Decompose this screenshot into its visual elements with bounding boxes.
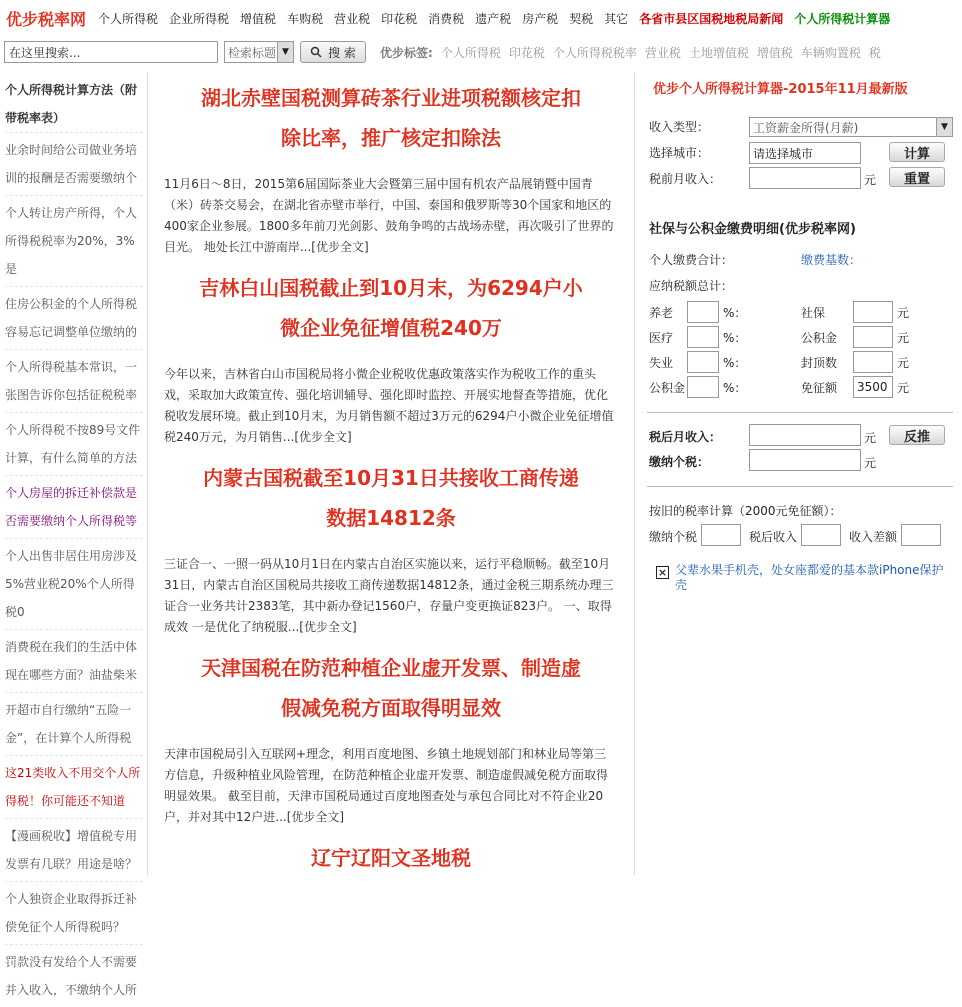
- contribution-base-input[interactable]: [853, 301, 893, 323]
- nav-item-deed-tax[interactable]: 契税: [569, 11, 594, 26]
- diff-output[interactable]: [901, 524, 941, 546]
- calculate-button[interactable]: 计算: [889, 142, 945, 162]
- contribution-base-input[interactable]: [853, 376, 893, 398]
- left-article-link[interactable]: 业余时间给公司做业务培训的报酬是否需要缴纳个: [5, 132, 143, 195]
- old-rate-label: 按旧的税率计算（2000元免征额）：: [649, 504, 842, 518]
- unit-yuan: 元: [897, 331, 910, 345]
- contribution-rate-label: 失业: [649, 356, 674, 370]
- unit-yuan: 元: [864, 431, 877, 445]
- chevron-down-icon: ▼: [936, 118, 952, 136]
- search-icon: [310, 46, 322, 58]
- city-row: [649, 144, 709, 161]
- nav-item-cit[interactable]: 企业所得税: [169, 11, 230, 26]
- tag-link[interactable]: 车辆购置税: [800, 45, 861, 60]
- left-article-link[interactable]: 个人独资企业取得拆迁补偿免征个人所得税吗？: [5, 881, 143, 944]
- reverse-calc-button[interactable]: 反推: [889, 425, 945, 445]
- tax-calculator-panel: [635, 72, 962, 875]
- old-after-output[interactable]: [801, 524, 841, 546]
- left-sidebar: [0, 72, 148, 997]
- nav-item-stamp-tax[interactable]: 印花税: [381, 11, 418, 26]
- diff-label: 收入差额: [849, 530, 898, 544]
- tags-label: 优步标签:: [380, 45, 433, 60]
- article-feed: [148, 78, 634, 878]
- nav-item-iit-calculator[interactable]: 个人所得税计算器: [794, 11, 891, 26]
- income-type-label: 收入类型：: [649, 120, 710, 134]
- aftertax-income-input[interactable]: [749, 424, 861, 446]
- contribution-rate-input[interactable]: [687, 326, 719, 348]
- left-article-link[interactable]: 个人所得税基本常识，一张图告诉你包括征税税率: [5, 349, 143, 412]
- nav-item-property-tax[interactable]: 房产税: [522, 11, 559, 26]
- reset-button[interactable]: 重置: [889, 167, 945, 187]
- article-summary: [164, 744, 618, 828]
- read-more-link[interactable]: [优步全文]: [311, 240, 369, 254]
- contribution-rate-input[interactable]: [687, 301, 719, 323]
- divider: [647, 412, 953, 413]
- contribution-rate-label: 养老: [649, 306, 674, 320]
- article-summary-text: 三证合一、一照一码从10月1日在内蒙古自治区实施以来，运行平稳顺畅。截至10月31日，内蒙古自治区国税局共接收工商传递数据14812条，通过金税三期系统办理三证合一业务共计2383笔，其中新办登记1560户，存量户变更换证823户。 一、取得成效 一是优化了纳税服...: [164, 557, 614, 634]
- pretax-income-input[interactable]: [749, 167, 861, 189]
- left-article-link[interactable]: 【漫画税收】增值税专用发票有几联？用途是啥？: [5, 818, 143, 881]
- close-icon[interactable]: ×: [657, 566, 668, 579]
- tag-link[interactable]: 个人所得税: [440, 45, 501, 60]
- read-more-link[interactable]: [优步全文]: [294, 430, 352, 444]
- article-title[interactable]: 内蒙古国税截至10月31日共接收工商传递数据14812条: [203, 466, 579, 530]
- contribution-rate-input[interactable]: [687, 376, 719, 398]
- contribution-base-input[interactable]: [853, 326, 893, 348]
- contribution-rate-label: 公积金: [649, 381, 686, 395]
- calculator-title: 优步个人所得税计算器-2015年11月最新版: [653, 82, 908, 97]
- tag-link[interactable]: 个人所得税税率: [552, 45, 637, 60]
- nav-item-business-tax[interactable]: 营业税: [334, 11, 371, 26]
- article-title[interactable]: 辽宁辽阳文圣地税: [311, 846, 471, 870]
- tag-link[interactable]: 税: [868, 45, 881, 60]
- left-article-link[interactable]: 个人所得税不按89号文件计算，有什么简单的方法: [5, 412, 143, 475]
- tax-total-label: 应纳税额总计：: [649, 279, 734, 293]
- article-summary-text: 天津市国税局引入互联网+理念，利用百度地图、乡镇土地规划部门和林业局等第三方信息，升级种植业风险管理，在防范种植企业虚开发票、制造虚假减免税方面取得明显效果。 截至目前，天津市国税局通过百度地图查处与承包合同比对不符企业20户，并对其中12户进...: [164, 747, 609, 824]
- nav-item-iit[interactable]: 个人所得税: [98, 11, 159, 26]
- old-after-label: 税后收入: [749, 530, 798, 544]
- contribution-base-item-label: 封顶数: [801, 356, 838, 370]
- contribution-base-item-label: 公积金: [801, 331, 838, 345]
- unit-yuan: 元: [864, 173, 877, 187]
- pretax-label: 税前月收入：: [649, 172, 722, 186]
- tag-link[interactable]: 增值税: [756, 45, 793, 60]
- nav-item-vat[interactable]: 增值税: [240, 11, 277, 26]
- top-nav: [0, 0, 962, 36]
- city-input[interactable]: [749, 142, 861, 164]
- percent-label: %：: [723, 381, 747, 395]
- left-article-link[interactable]: 个人出售非居住用房涉及5%营业税20%个人所得税0: [5, 538, 143, 629]
- left-article-link[interactable]: 个人转让房产所得，个人所得税税率为20%，3%是: [5, 195, 143, 286]
- percent-label: %：: [723, 356, 747, 370]
- article-list: [148, 72, 635, 875]
- nav-item-estate-tax[interactable]: 遗产税: [475, 11, 512, 26]
- aftertax-label: 税后月收入：: [649, 430, 722, 444]
- search-button[interactable]: [300, 41, 366, 63]
- unit-yuan: 元: [897, 306, 910, 320]
- article-summary: [164, 174, 618, 258]
- site-logo[interactable]: 优步税率网: [6, 9, 87, 29]
- percent-label: %：: [723, 331, 747, 345]
- contribution-base-item-label: 免征额: [801, 381, 838, 395]
- tax-paid-input[interactable]: [749, 449, 861, 471]
- social-insurance-title: 社保与公积金缴费明细(优步税率网): [649, 222, 856, 237]
- left-article-link[interactable]: 消费税在我们的生活中体现在哪些方面？油盐柴米: [5, 629, 143, 692]
- chevron-down-icon: ▼: [277, 42, 293, 62]
- percent-label: %：: [723, 306, 747, 320]
- unit-yuan: 元: [864, 456, 877, 470]
- divider: [647, 486, 953, 487]
- income-type-row: [649, 118, 749, 135]
- nav-item-consumption-tax[interactable]: 消费税: [428, 11, 465, 26]
- income-type-value: 工资薪金所得(月薪): [753, 120, 859, 135]
- city-label: 选择城市：: [649, 146, 710, 160]
- left-article-list: [0, 132, 147, 1007]
- old-tax-output[interactable]: [701, 524, 741, 546]
- article-summary-text: 今年以来，吉林省白山市国税局将小微企业税收优惠政策落实作为税收工作的重头戏，采取加大政策宣传、强化培训辅导、强化即时监控、开展实地督查等措施，优化税收发展环境。截止到10月末，为月销售额不超过3万元的6294户小微企业免征增值税240万元，为月销售...: [164, 367, 614, 444]
- search-button-label: 搜 索: [328, 45, 356, 60]
- read-more-link[interactable]: [优步全文]: [286, 810, 345, 824]
- article-title[interactable]: 湖北赤壁国税测算砖茶行业进项税额核定扣除比率，推广核定扣除法: [201, 86, 581, 150]
- nav-item-other[interactable]: 其它: [604, 11, 629, 26]
- old-tax-label: 缴纳个税: [649, 530, 698, 544]
- left-article-link[interactable]: 个人房屋的拆迁补偿款是否需要缴纳个人所得税等: [5, 475, 143, 538]
- tag-link[interactable]: 印花税: [508, 45, 545, 60]
- left-article-link[interactable]: 住房公积金的个人所得税容易忘记调整单位缴纳的: [5, 286, 143, 349]
- nav-item-tax-news[interactable]: 各省市县区国税地税局新闻: [639, 11, 784, 26]
- left-article-link[interactable]: 这21类收入不用交个人所得税！你可能还不知道: [5, 755, 143, 818]
- contribution-base-input[interactable]: [853, 351, 893, 373]
- nav-item-vehicle-tax[interactable]: 车购税: [287, 11, 324, 26]
- contribution-rate-input[interactable]: [687, 351, 719, 373]
- read-more-link[interactable]: [优步全文]: [299, 620, 357, 634]
- search-input[interactable]: [4, 41, 218, 63]
- article-title[interactable]: 天津国税在防范种植企业虚开发票、制造虚假减免税方面取得明显效: [201, 656, 581, 720]
- unit-yuan: 元: [897, 381, 910, 395]
- article-title[interactable]: 吉林白山国税截止到10月末，为6294户小微企业免征增值税240万: [199, 276, 583, 340]
- personal-total-label: 个人缴费合计：: [649, 253, 734, 267]
- tag-link[interactable]: 营业税: [644, 45, 681, 60]
- search-scope-select[interactable]: [224, 41, 294, 63]
- pretax-row: [649, 170, 721, 187]
- article-summary: [164, 364, 618, 448]
- left-article-link[interactable]: 罚款没有发给个人不需要并入收入，不缴纳个人所: [5, 944, 143, 1007]
- unit-yuan: 元: [897, 356, 910, 370]
- left-sidebar-title[interactable]: 个人所得税计算方法（附带税率表）: [5, 83, 138, 125]
- tag-link[interactable]: 土地增值税: [688, 45, 749, 60]
- article-summary-text: 11月6日～8日，2015第6届国际茶业大会暨第三届中国有机农产品展销暨中国青（米）砖茶交易会，在湖北省赤壁市举行，中国、泰国和俄罗斯等30个国家和地区的400家企业参展。1800多年前刀光剑影、鼓角争鸣的古战场赤壁，再次吸引了世界的目光。 地处长江中游南岸...: [164, 177, 614, 254]
- article-summary: [164, 554, 618, 638]
- contribution-base-label: 缴费基数：: [801, 253, 862, 267]
- tax-paid-label: 缴纳个税：: [649, 455, 710, 469]
- search-scope-value: 检索标题: [228, 45, 277, 60]
- search-bar: [0, 38, 962, 66]
- left-article-link[interactable]: 开超市自行缴纳“五险一金”，在计算个人所得税: [5, 692, 143, 755]
- contribution-base-item-label: 社保: [801, 306, 826, 320]
- income-type-select[interactable]: [749, 117, 953, 137]
- contribution-rate-label: 医疗: [649, 331, 674, 345]
- ad-link[interactable]: 父辈水果手机壳，处女座都爱的基本款iPhone保护壳: [675, 563, 944, 592]
